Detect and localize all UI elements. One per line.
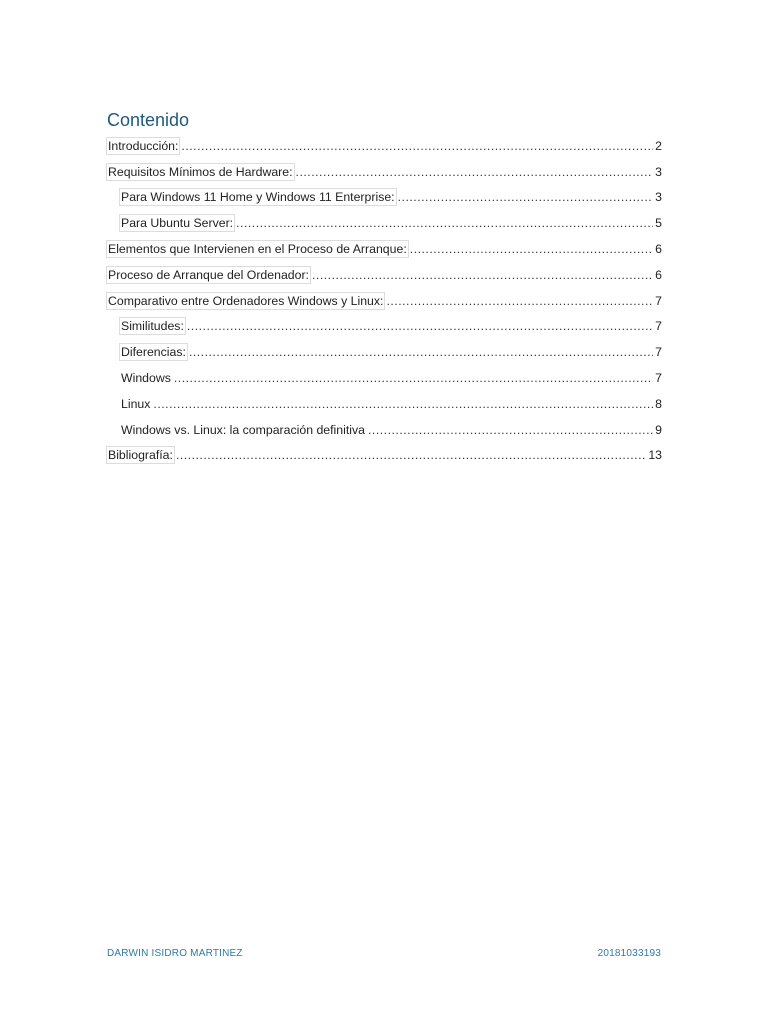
toc-entry-page: 7 (655, 293, 662, 308)
toc-entry-page: 7 (655, 371, 662, 386)
toc-entry-page: 3 (655, 164, 662, 179)
toc-entry-page: 6 (655, 267, 662, 282)
dot-leader (398, 190, 654, 204)
toc-entry-label: Bibliografía: (108, 448, 173, 463)
toc-entry-elementos-arranque[interactable] (107, 236, 662, 262)
toc-entry-label: Elementos que Intervienen en el Proceso de Arranque: (108, 242, 407, 257)
toc-entry-page: 7 (655, 345, 662, 360)
toc-title: Contenido (107, 110, 190, 130)
dot-leader (181, 139, 653, 153)
dot-leader (153, 397, 653, 411)
toc-entry-label: Diferencias: (121, 345, 186, 360)
toc-entry-label: Para Windows 11 Home y Windows 11 Enterprise: (121, 190, 395, 205)
toc-entry-linux[interactable] (107, 391, 662, 417)
footer-id-number: 20181033193 (597, 948, 661, 959)
toc-entry-windows-11[interactable] (107, 185, 662, 211)
toc-entry-comparativo[interactable] (107, 288, 662, 314)
dot-leader (189, 345, 653, 359)
toc-entry-page: 5 (655, 216, 662, 231)
toc-entry-label: Similitudes: (121, 319, 184, 334)
toc-entry-proceso-arranque[interactable] (107, 262, 662, 288)
toc-entry-requisitos[interactable] (107, 159, 662, 185)
toc-entry-label: Requisitos Mínimos de Hardware: (108, 164, 293, 179)
toc-entry-diferencias[interactable] (107, 339, 662, 365)
dot-leader (410, 242, 653, 256)
toc-entry-windows[interactable] (107, 365, 662, 391)
toc-entry-label: Linux (121, 396, 151, 411)
dot-leader (176, 448, 646, 462)
dot-leader (386, 294, 653, 308)
toc-entry-introduccion[interactable] (107, 133, 662, 159)
toc-entry-ubuntu-server[interactable] (107, 210, 662, 236)
toc-entry-bibliografia[interactable] (107, 443, 662, 469)
toc-entry-page: 2 (655, 138, 662, 153)
toc-entry-page: 3 (655, 190, 662, 205)
toc-entry-label: Introducción: (108, 138, 179, 153)
toc-entry-page: 6 (655, 242, 662, 257)
toc-entry-windows-vs-linux[interactable] (107, 417, 662, 443)
toc-entry-label: Windows vs. Linux: la comparación definitiva (121, 422, 365, 437)
table-of-contents (107, 133, 662, 468)
toc-entry-page: 13 (648, 448, 662, 463)
toc-entry-similitudes[interactable] (107, 314, 662, 340)
dot-leader (312, 268, 653, 282)
dot-leader (368, 423, 653, 437)
dot-leader (174, 371, 653, 385)
toc-entry-page: 8 (655, 396, 662, 411)
footer-author: DARWIN ISIDRO MARTINEZ (107, 948, 243, 959)
toc-entry-label: Para Ubuntu Server: (121, 216, 234, 231)
toc-entry-label: Comparativo entre Ordenadores Windows y Linux: (108, 293, 384, 308)
toc-entry-page: 9 (655, 422, 662, 437)
toc-entry-label: Windows (121, 371, 171, 386)
dot-leader (236, 216, 653, 230)
toc-entry-page: 7 (655, 319, 662, 334)
dot-leader (187, 319, 653, 333)
dot-leader (296, 165, 654, 179)
toc-entry-label: Proceso de Arranque del Ordenador: (108, 267, 309, 282)
